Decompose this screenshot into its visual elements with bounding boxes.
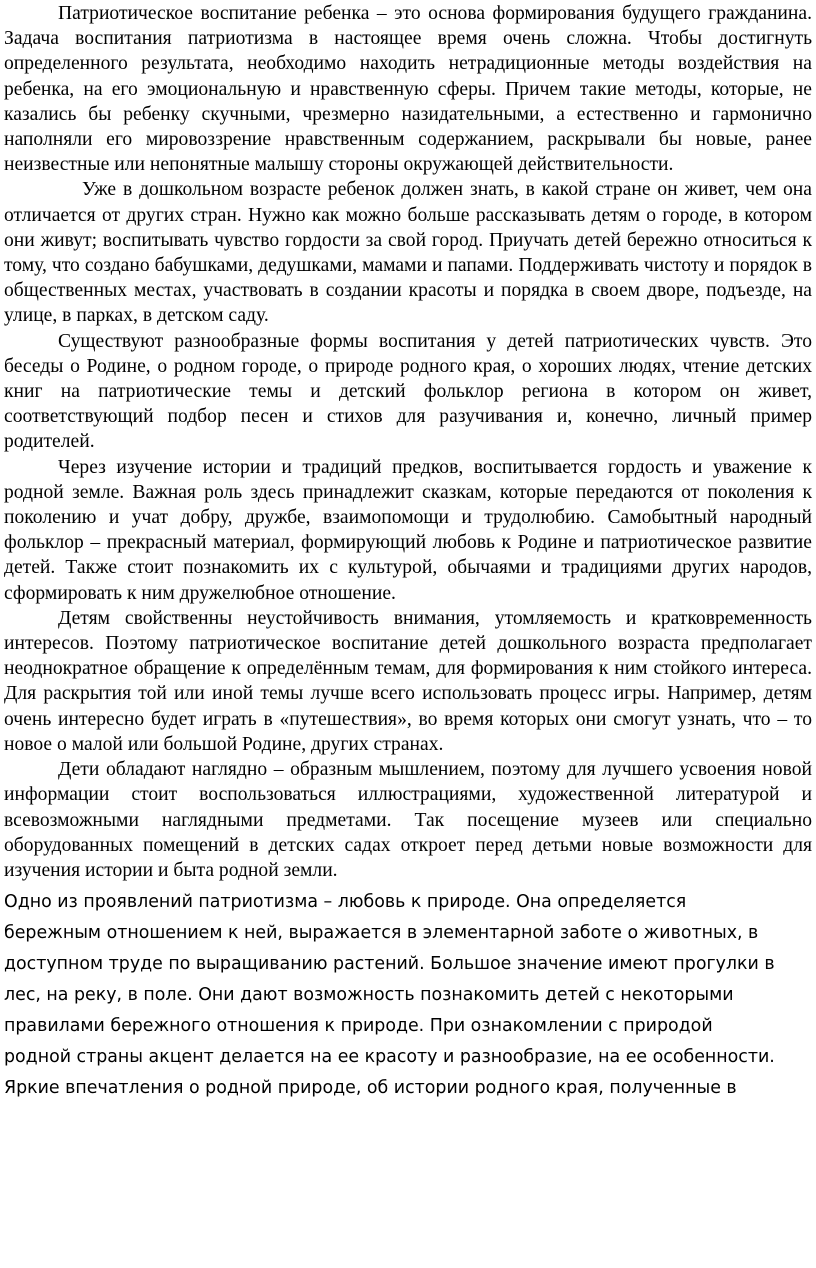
paragraph-patriotic-upbringing: Патриотическое воспитание ребенка – это основа формирования будущего гражданина. Задача воспитания патриотизма в настоящее время очень сложна. Чтобы достигнуть определенного результата, необходимо находить нетрадиционные методы воздействия на ребенка, на его эмоциональную и нравственную сферы. Причем такие методы, которые, не казались бы ребенку скучными, чрезмерно назидательными, а естественно и гармонично наполняли его мировоззрение нравственным содержанием, раскрывали бы новые, ранее неизвестные или непонятные малышу стороны окружающей действительности. (4, 3, 812, 176)
paragraph-love-for-nature (4, 887, 812, 1104)
paragraph-forms-of-upbringing: Существуют разнообразные формы воспитания у детей патриотических чувств. Это беседы о Родине, о родном городе, о природе родного края, о хороших людях, чтение детских книг на патриотические темы и детский фольклор региона в котором он живет, соответствующий подбор песен и стихов для разучивания и, конечно, личный пример родителей. (4, 330, 812, 453)
paragraph-visual-thinking: Дети обладают наглядно – образным мышлением, поэтому для лучшего усвоения новой информации стоит воспользоваться иллюстрациями, художественной литературой и всевозможными наглядными предметами. Так посещение музеев или специально оборудованных помещений в детских садах откроет перед детьми новые возможности для изучения истории и быта родной земли. (4, 759, 812, 881)
nature-line: родной страны акцент делается на ее красоту и разнообразие, на ее особенности. (4, 1047, 775, 1068)
nature-line: правилами бережного отношения к природе. При ознакомлении с природой (4, 1016, 713, 1037)
paragraph-history-traditions: Через изучение истории и традиций предков, воспитывается гордость и уважение к родной земле. Важная роль здесь принадлежит сказкам, которые передаются от поколения к поколению и учат добру, дружбе, взаимопомощи и трудолюбию. Самобытный народный фольклор – прекрасный материал, формирующий любовь к Родине и патриотическое развитие детей. Также стоит познакомить их с культурой, обычаями и традициями других народов, сформировать к ним дружелюбное отношение. (4, 456, 812, 604)
paragraph-attention-interests: Детям свойственны неустойчивость внимания, утомляемость и кратковременность интересов. Поэтому патриотическое воспитание детей дошкольного возраста предполагает неоднократное обращение к определённым темам, для формирования к ним стойкого интереса. Для раскрытия той или иной темы лучше всего использовать процесс игры. Например, детям очень интересно будет играть в «путешествия», во время которых они смогут узнать, что – то новое о малой или большой Родине, других странах. (4, 607, 812, 755)
document-body (4, 1, 812, 883)
nature-line: лес, на реку, в поле. Они дают возможность познакомить детей с некоторыми (4, 985, 734, 1006)
nature-line: Яркие впечатления о родной природе, об истории родного края, полученные в (4, 1078, 737, 1099)
nature-line: Одно из проявлений патриотизма – любовь к природе. Она определяется (4, 892, 687, 913)
nature-line: доступном труде по выращиванию растений. Большое значение имеют прогулки в (4, 954, 775, 975)
nature-line: бережным отношением к ней, выражается в элементарной заботе о животных, в (4, 923, 759, 944)
paragraph-preschool-age: Уже в дошкольном возрасте ребенок должен знать, в какой стране он живет, чем она отличается от других стран. Нужно как можно больше рассказывать детям о городе, в котором они живут; воспитывать чувство гордости за свой город. Приучать детей бережно относиться к тому, что создано бабушками, дедушками, мамами и папами. Поддерживать чистоту и порядок в общественных местах, участвовать в создании красоты и порядка в своем дворе, подъезде, на улице, в парках, в детском саду. (4, 179, 812, 327)
